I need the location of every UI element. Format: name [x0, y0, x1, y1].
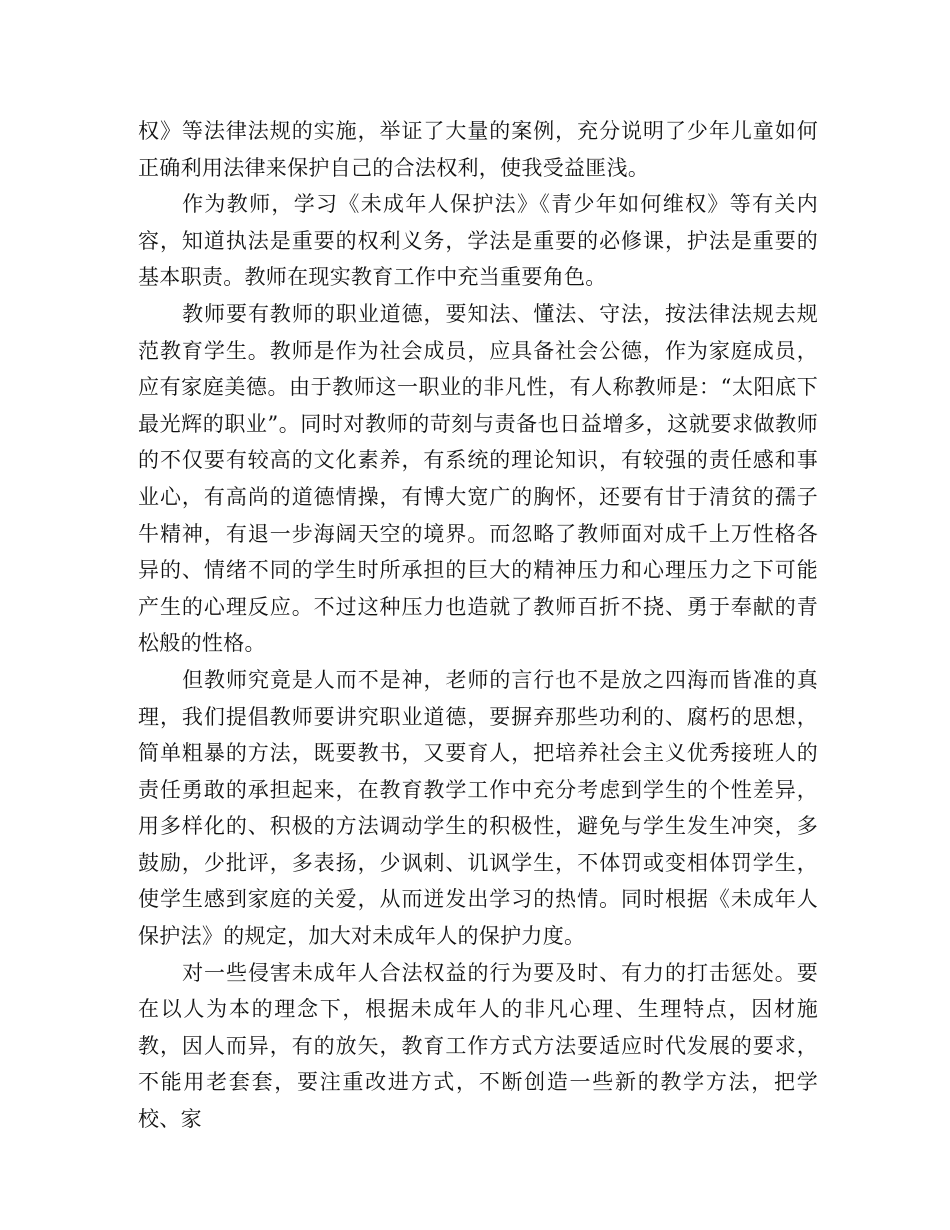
paragraph-continuation: 权》等法律法规的实施，举证了大量的案例，充分说明了少年儿童如何正确利用法律来保护自己的合法权利，使我受益匪浅。	[138, 119, 818, 180]
document-body	[138, 113, 818, 1138]
paragraph-protection-measures: 对一些侵害未成年人合法权益的行为要及时、有力的打击惩处。要在以人为本的理念下，根据未成年人的非凡心理、生理特点，因材施教，因人而异，有的放矢，教育工作方式方法要适应时代发展的要求，不能用老套套，要注重改进方式，不断创造一些新的教学方法，把学校、家	[138, 960, 818, 1132]
paragraph-teacher-role: 作为教师，学习《未成年人保护法》《青少年如何维权》等有关内容，知道执法是重要的权利义务，学法是重要的必修课，护法是重要的基本职责。教师在现实教育工作中充当重要角色。	[138, 192, 818, 290]
paragraph-teacher-humanity: 但教师究竟是人而不是神，老师的言行也不是放之四海而皆准的真理，我们提倡教师要讲究职业道德，要摒弃那些功利的、腐朽的思想，简单粗暴的方法，既要教书，又要育人，把培养社会主义优秀接班人的责任勇敢的承担起来，在教育教学工作中充分考虑到学生的个性差异，用多样化的、积极的方法调动学生的积极性，避免与学生发生冲突，多鼓励，少批评，多表扬，少讽刺、讥讽学生，不体罚或变相体罚学生，使学生感到家庭的关爱，从而迸发出学习的热情。同时根据《未成年人保护法》的规定，加大对未成年人的保护力度。	[138, 667, 818, 949]
paragraph-professional-ethics: 教师要有教师的职业道德，要知法、懂法、守法，按法律法规去规范教育学生。教师是作为社会成员，应具备社会公德，作为家庭成员，应有家庭美德。由于教师这一职业的非凡性，有人称教师是：“太阳底下最光辉的职业”。同时对教师的苛刻与责备也日益增多，这就要求做教师的不仅要有较高的文化素养，有系统的理论知识，有较强的责任感和事业心，有高尚的道德情操，有博大宽广的胸怀，还要有甘于清贫的孺子牛精神，有退一步海阔天空的境界。而忽略了教师面对成千上万性格各异的、情绪不同的学生时所承担的巨大的精神压力和心理压力之下可能产生的心理反应。不过这种压力也造就了教师百折不挠、勇于奉献的青松般的性格。	[138, 301, 818, 656]
